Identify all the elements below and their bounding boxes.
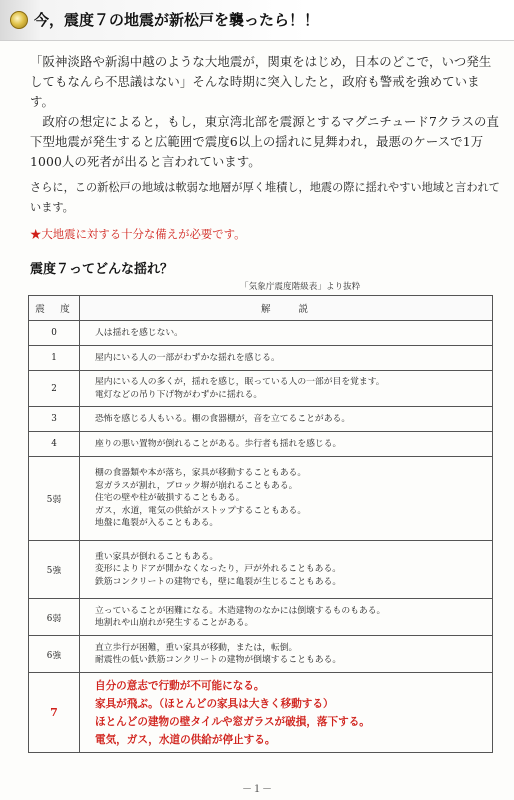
intensity-description [80, 599, 493, 636]
description-line: 屋内にいる人の一部がわずかな揺れを感じる。 [95, 352, 280, 363]
description-line: 窓ガラスが割れ，ブロック塀が崩れることもある。 [95, 480, 298, 491]
table-row [29, 599, 493, 636]
description-line: ほとんどの建物の壁タイルや窓ガラスが破損，落下する。 [95, 715, 370, 728]
intensity-description [80, 636, 493, 673]
intensity-level: 1 [29, 346, 80, 371]
seismic-intensity-table [28, 295, 493, 753]
intensity-level: 4 [29, 432, 80, 457]
intensity-description [80, 541, 493, 599]
section-title: 震度７ってどんな揺れ？ [30, 262, 174, 277]
table-row [29, 407, 493, 432]
intensity-description [80, 371, 493, 407]
table-row [29, 636, 493, 673]
description-line: 屋内にいる人の多くが，揺れを感じ，眠っている人の一部が目を覚ます。 [95, 377, 385, 387]
description-line: 電灯などの吊り下げ物がわずかに揺れる。 [95, 389, 263, 400]
intensity-level: 5強 [29, 541, 80, 599]
table-caption: 「気象庁震度階級表」より抜粋 [240, 282, 361, 292]
header-description: 解 説 [80, 296, 493, 321]
intensity-description [80, 432, 493, 457]
table-row [29, 371, 493, 407]
description-line: ガス，水道，電気の供給がストップすることもある。 [95, 505, 307, 516]
local-note [30, 178, 500, 218]
intensity-level: 6強 [29, 636, 80, 673]
page-number: －１－ [242, 784, 272, 795]
intensity-level: 7 [29, 673, 80, 753]
local-note-text: さらに，この新松戸の地域は軟弱な地層が厚く堆積し，地震の際に揺れやすい地域と言われています。 [30, 181, 500, 214]
description-line: 地割れや山崩れが発生することがある。 [95, 618, 254, 628]
description-line: 変形によりドアが開かなくなったり，戸が外れることもある。 [95, 564, 342, 575]
table-row [29, 673, 493, 753]
intensity-description [80, 407, 493, 432]
intensity-description [80, 673, 493, 753]
header-bar [0, 0, 514, 41]
table-header-row [29, 296, 493, 321]
header-level: 震 度 [29, 296, 80, 321]
intensity-description [80, 346, 493, 371]
intensity-level: 2 [29, 371, 80, 407]
description-line: 鉄筋コンクリートの建物でも，壁に亀裂が生じることもある。 [95, 576, 342, 587]
bullet-icon [10, 11, 28, 29]
table-row [29, 541, 493, 599]
intensity-level: 6弱 [29, 599, 80, 636]
description-line: 恐怖を感じる人もいる。棚の食器棚が，音を立てることがある。 [95, 413, 351, 424]
description-line: 自分の意志で行動が不可能になる。 [95, 679, 265, 692]
description-line: 地盤に亀裂が入ることもある。 [95, 518, 219, 529]
intro-text [30, 52, 500, 172]
intensity-level: 3 [29, 407, 80, 432]
description-line: 直立歩行が困難，重い家具が移動，または，転倒。 [95, 642, 298, 653]
table-row [29, 321, 493, 346]
description-line: 人は揺れを感じない。 [95, 327, 183, 338]
intro-paragraph-2: 政府の想定によると，もし，東京湾北部を震源とするマグニチュード7クラスの直下型地震が発生すると広範囲で震度6以上の揺れに見舞われ，最悪のケースで1万1000人の死者が出ると言われています。 [30, 114, 500, 169]
intensity-description [80, 321, 493, 346]
warning-text: ★大地震に対する十分な備えが必要です。 [30, 227, 246, 241]
description-line: 家具が飛ぶ。（ほとんどの家具は大きく移動する） [95, 697, 334, 710]
description-line: 電気，ガス，水道の供給が停止する。 [95, 733, 276, 746]
description-line: 座りの悪い置物が倒れることがある。歩行者も揺れを感じる。 [95, 438, 342, 449]
table-body [29, 321, 493, 753]
intensity-description [80, 457, 493, 541]
description-line: 棚の食器類や本が落ち，家具が移動することもある。 [95, 468, 307, 479]
table-row [29, 457, 493, 541]
page-title: 今，震度７の地震が新松戸を襲ったら！！ [34, 11, 320, 29]
description-line: 住宅の壁や柱が破損することもある。 [95, 493, 245, 504]
intensity-level: 0 [29, 321, 80, 346]
table-row [29, 432, 493, 457]
description-line: 重い家具が倒れることもある。 [95, 551, 219, 562]
description-line: 耐震性の低い鉄筋コンクリートの建物が倒壊することもある。 [95, 655, 342, 665]
intro-paragraph-1: 「阪神淡路や新潟中越のような大地震が，関東をはじめ，日本のどこで，いつ発生してもなんら不思議はない」そんな時期に突入したと，政府も警戒を強めています。 [30, 54, 492, 109]
description-line: 立っていることが困難になる。木造建物のなかには倒壊するものもある。 [95, 605, 386, 616]
intensity-level: 5弱 [29, 457, 80, 541]
table-row [29, 346, 493, 371]
